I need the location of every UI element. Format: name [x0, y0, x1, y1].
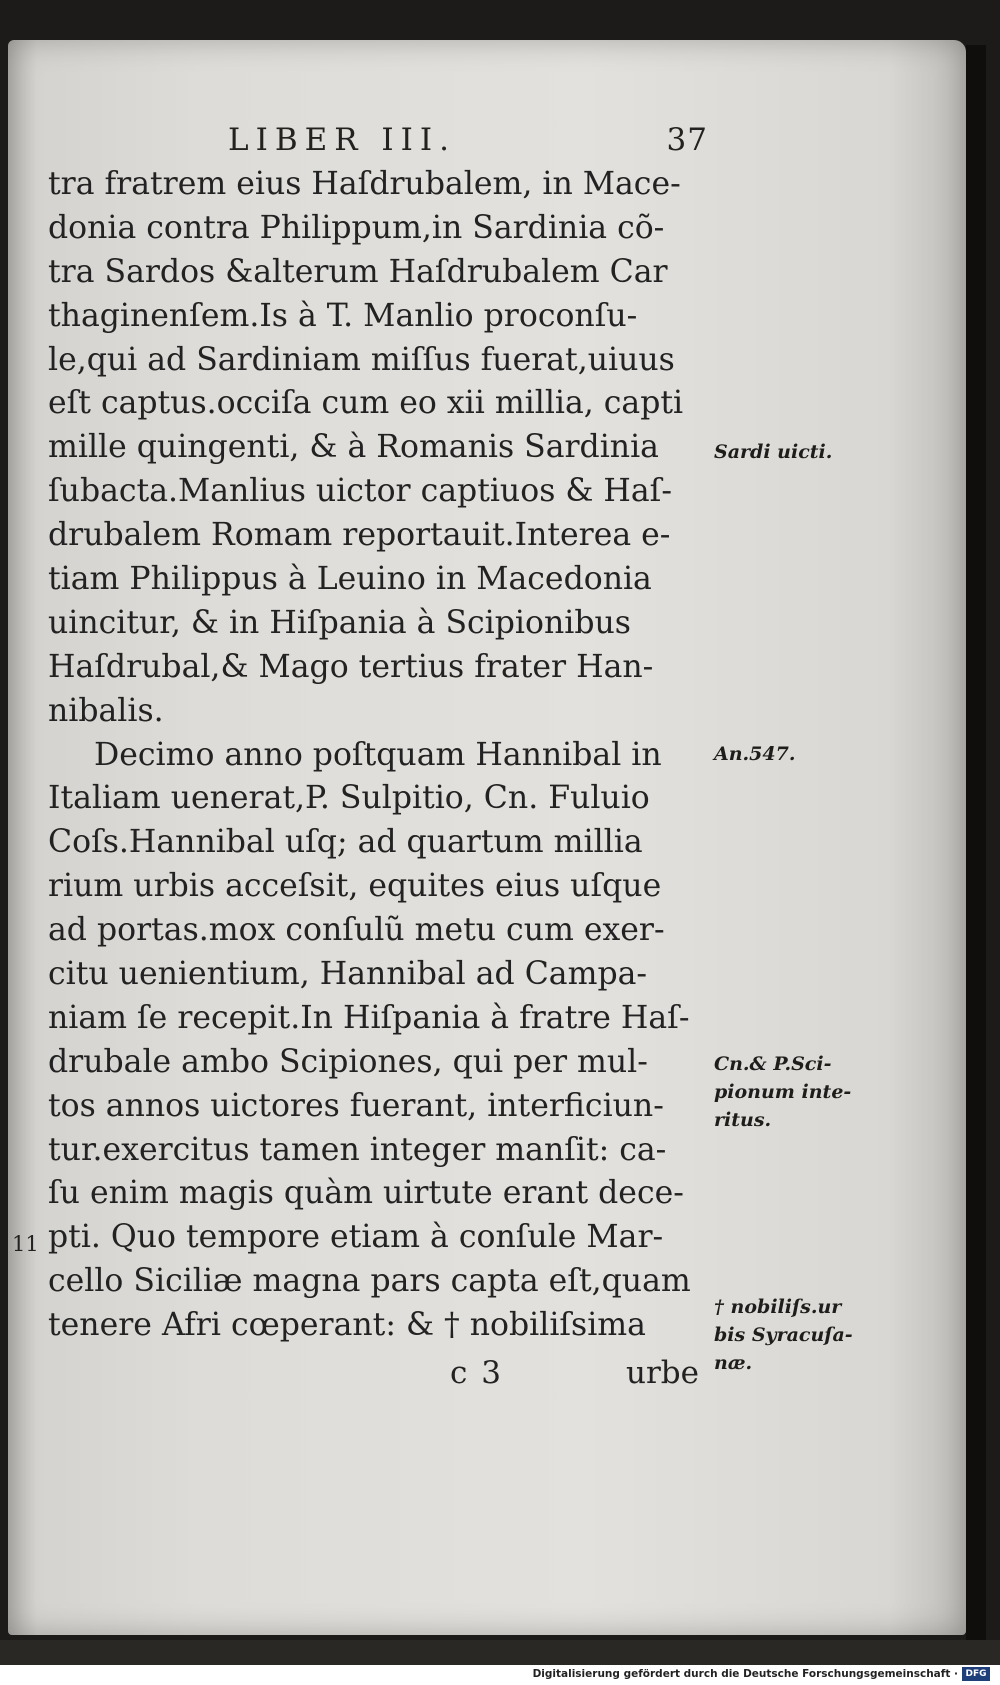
catchword: urbe — [626, 1355, 699, 1391]
text-line: uincitur, & in Hiſpania à Scipionibus — [48, 604, 631, 641]
text-line: drubale ambo Scipiones, qui per mul- — [48, 1043, 648, 1080]
signature-mark: c 3 — [450, 1355, 503, 1391]
page-edge-shadow — [966, 45, 986, 1640]
text-line: mille quingenti, & à Romanis Sardinia — [48, 429, 659, 466]
text-line: tiam Philippus à Leuino in Macedonia — [48, 561, 652, 598]
margin-note-scipio-3: ritus. — [714, 1109, 772, 1131]
text-line: rium urbis acceſsit, equites eius uſque — [48, 868, 662, 905]
text-line: le,qui ad Sardiniam miſſus fuerat,uiuus — [48, 341, 675, 378]
text-line: drubalem Romam reportauit.Interea e- — [48, 517, 671, 554]
text-line: cello Siciliæ magna pars capta eſt,quam — [48, 1263, 691, 1300]
footer-credit: Digitalisierung gefördert durch die Deutsche Forschungsgemeinschaft · — [532, 1668, 958, 1680]
margin-note-scipio-1: Cn.& P.Sci- — [714, 1053, 832, 1075]
main-text-block — [48, 163, 708, 1348]
running-title: LIBER III. — [228, 122, 457, 158]
text-line: tur.exercitus tamen integer manſit: ca- — [48, 1131, 667, 1168]
text-line: tra fratrem eius Haſdrubalem, in Mace- — [48, 166, 681, 202]
text-line: Coſs.Hannibal uſq; ad quartum millia — [48, 824, 643, 861]
margin-note-sardi: Sardi uicti. — [714, 441, 833, 463]
dfg-logo-icon: DFG — [962, 1667, 990, 1681]
paragraph-start-line: Decimo anno poſtquam Hannibal in — [94, 736, 662, 773]
margin-note-syracuse-3: næ. — [714, 1352, 753, 1374]
text-line: eſt captus.occiſa cum eo xii millia, capti — [48, 385, 684, 422]
text-line: niam ſe recepit.In Hiſpania à fratre Haſ- — [48, 999, 690, 1036]
text-line: pti. Quo tempore etiam à conſule Mar- — [48, 1219, 664, 1256]
text-line: tenere Afri cœperant: & † nobiliſsima — [48, 1307, 646, 1344]
margin-note-syracuse-2: bis Syracuſa- — [714, 1324, 853, 1346]
text-line: nibalis. — [48, 692, 164, 729]
text-line: citu uenientium, Hannibal ad Campa- — [48, 956, 648, 993]
text-line: tra Sardos &alterum Haſdrubalem Car — [48, 253, 668, 290]
page-number: 37 — [666, 122, 708, 158]
margin-note-syracuse-1: † nobiliſs.ur — [714, 1296, 842, 1318]
text-line: ad portas.mox conſulũ metu cum exer- — [48, 912, 665, 949]
text-line: ſu enim magis quàm uirtute erant dece- — [48, 1175, 684, 1212]
text-line: Italiam uenerat,P. Sulpitio, Cn. Fuluio — [48, 780, 650, 817]
scan-bottom-band — [0, 1640, 1000, 1665]
text-line: ſubacta.Manlius uictor captiuos & Haſ- — [48, 473, 672, 510]
text-line: thaginenſem.Is à T. Manlio proconſu- — [48, 297, 638, 334]
left-margin-mark: 11 — [12, 1232, 39, 1256]
margin-note-year: An.547. — [714, 743, 796, 765]
margin-note-scipio-2: pionum inte- — [714, 1081, 852, 1103]
text-line: donia contra Philippum,in Sardinia cõ- — [48, 209, 665, 246]
text-line: Haſdrubal,& Mago tertius frater Han- — [48, 648, 654, 685]
text-line: tos annos uictores fuerant, interficiun- — [48, 1087, 664, 1124]
running-header — [228, 122, 708, 162]
